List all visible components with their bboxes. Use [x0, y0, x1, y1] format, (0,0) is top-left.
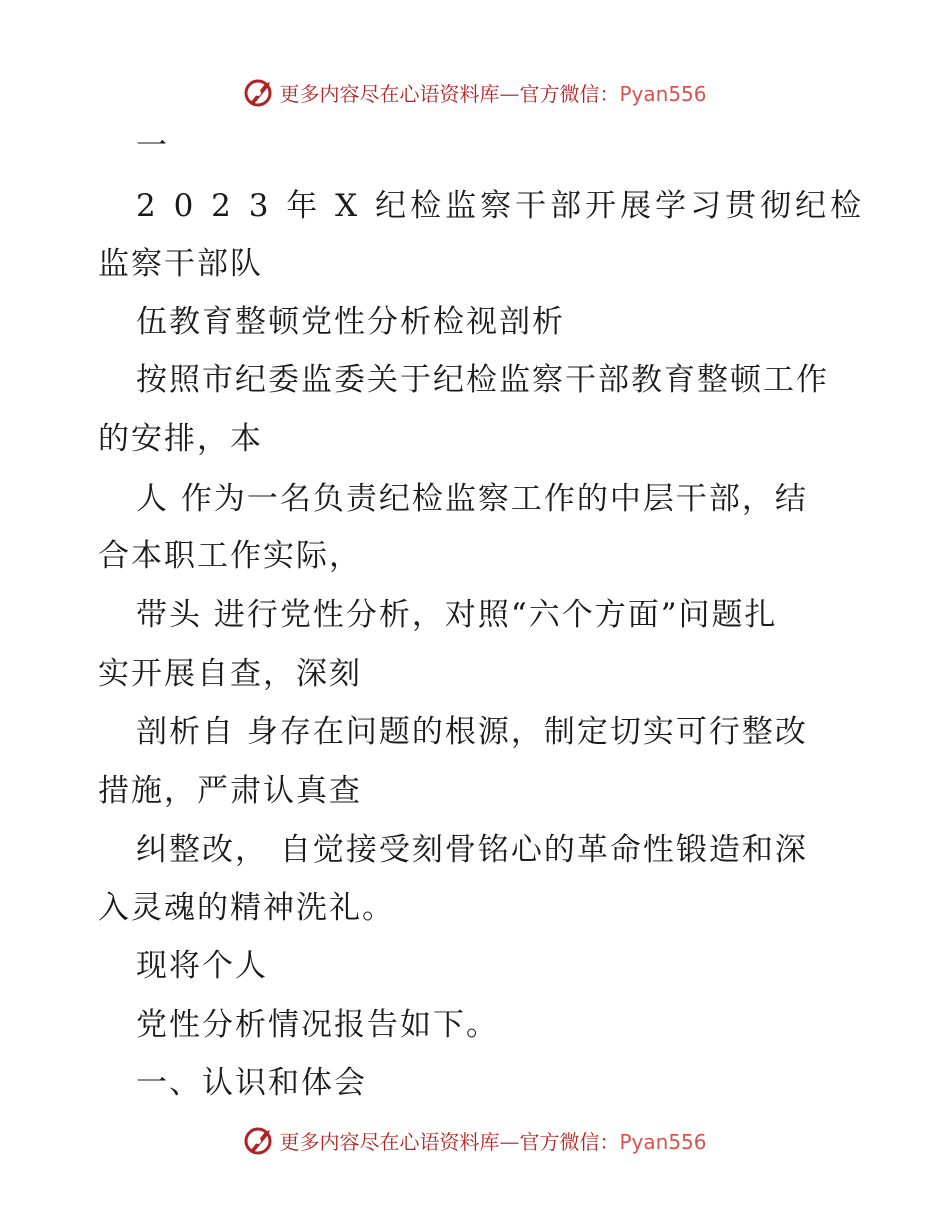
- paragraph-line: 合本职工作实际，: [98, 538, 362, 574]
- title-line: 2 0 2 3 年 X 纪检监察干部开展学习贯彻纪检: [136, 188, 866, 224]
- paragraph-line: 党性分析情况报告如下。: [136, 1007, 499, 1043]
- paragraph-line: 的安排，本: [98, 421, 263, 457]
- paragraph-line: 按照市纪委监委关于纪检监察干部教育整顿工作: [136, 362, 829, 398]
- paragraph-line: 入灵魂的精神洗礼。: [98, 890, 395, 926]
- section-heading: 一、认识和体会: [136, 1065, 367, 1101]
- paragraph-line: 人 作为一名负责纪检监察工作的中层干部，结: [136, 481, 808, 517]
- pen-logo-icon: [243, 76, 275, 108]
- paragraph-line: 措施，严肃认真查: [98, 773, 362, 809]
- paragraph-line: 纠整改， 自觉接受刻骨铭心的革命性锻造和深: [136, 832, 808, 868]
- text-line: 一: [136, 128, 169, 164]
- watermark-text: 更多内容尽在心语资料库—官方微信：Pyan556: [279, 1129, 707, 1154]
- paragraph-line: 带头 进行党性分析，对照“六个方面”问题扎: [136, 597, 778, 633]
- watermark-text: 更多内容尽在心语资料库—官方微信：Pyan556: [279, 81, 707, 106]
- title-line: 监察干部队: [98, 246, 263, 282]
- paragraph-line: 现将个人: [136, 948, 268, 984]
- footer-watermark: [0, 1120, 950, 1160]
- paragraph-line: 实开展自查，深刻: [98, 656, 362, 692]
- pen-logo-icon: [243, 1124, 275, 1156]
- header-watermark: [0, 72, 950, 112]
- paragraph-line: 剖析自 身存在问题的根源，制定切实可行整改: [136, 714, 808, 750]
- title-line: 伍教育整顿党性分析检视剖析: [136, 304, 565, 340]
